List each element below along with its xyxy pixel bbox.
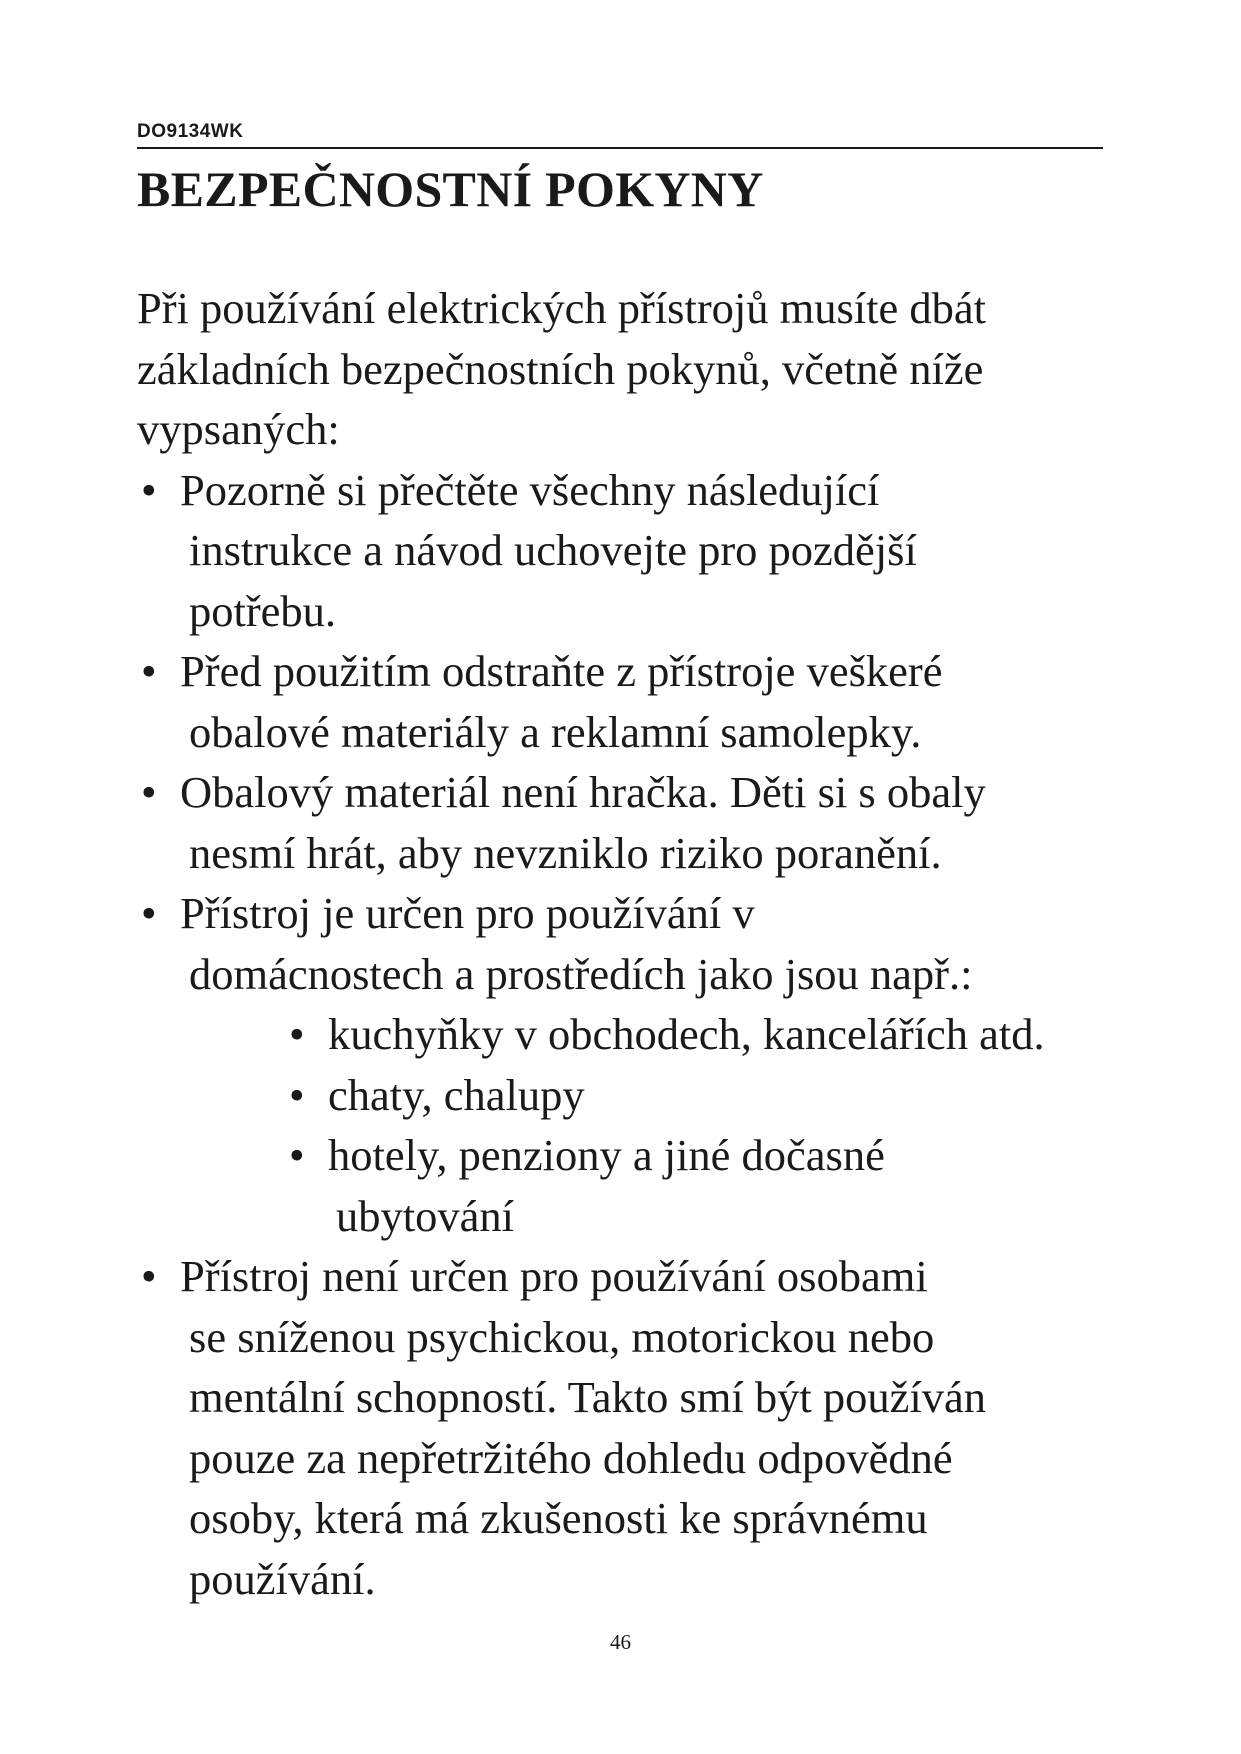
bullet-icon: • (141, 464, 157, 515)
sub-list-item (285, 1125, 1127, 1246)
item-line: mentální schopností. Takto smí být používán (189, 1372, 986, 1422)
bullet-icon: • (141, 1251, 157, 1301)
bullet-icon: • (141, 888, 157, 938)
item-line: Pozorně si přečtěte všechny následující (180, 464, 880, 515)
item-line: obalové materiály a reklamní samolepky. (189, 706, 922, 757)
sub-item-line: ubytování (336, 1190, 514, 1241)
list-item (137, 460, 1127, 642)
item-line: Před použitím odstraňte z přístroje veškeré (180, 646, 943, 696)
intro-line: Při používání elektrických přístrojů musíte dbát (137, 283, 987, 333)
page-title: BEZPEČNOSTNÍ POKYNY (137, 161, 764, 217)
model-code: DO9134WK (137, 121, 244, 142)
item-line: pouze za nepřetržitého dohledu odpovědné (189, 1432, 953, 1483)
list-item (137, 641, 1127, 762)
list-item (137, 762, 1127, 883)
bullet-icon: • (289, 1069, 305, 1120)
sub-list-item (285, 1065, 1127, 1126)
sub-list (180, 1004, 1127, 1246)
bullet-icon: • (289, 1130, 305, 1180)
sub-item-line: chaty, chalupy (328, 1069, 585, 1120)
list-item (137, 1246, 1127, 1609)
item-line: osoby, která má zkušenosti ke správnému (189, 1493, 928, 1543)
item-line: Přístroj není určen pro používání osobami (180, 1251, 928, 1301)
item-line: potřebu. (189, 585, 337, 636)
item-line: nesmí hrát, aby nevzniklo riziko poranění. (189, 827, 942, 878)
intro-line: základních bezpečnostních pokynů, včetně níže (137, 343, 984, 394)
bullet-icon: • (141, 646, 157, 696)
safety-instructions (137, 278, 1127, 1609)
item-line: domácnostech a prostředích jako jsou např.: (189, 948, 973, 999)
intro-paragraph (137, 278, 1127, 460)
bullet-icon: • (141, 767, 157, 817)
page-number: 46 (610, 1630, 631, 1654)
sub-item-line: kuchyňky v obchodech, kancelářích atd. (328, 1009, 1045, 1059)
header-divider (137, 147, 1103, 149)
list-item (137, 883, 1127, 1246)
sub-item-line: hotely, penziony a jiné dočasné (328, 1130, 885, 1180)
item-line: instrukce a návod uchovejte pro pozdější (189, 525, 917, 575)
sub-list-item (285, 1004, 1127, 1065)
instruction-list (137, 460, 1127, 1610)
bullet-icon: • (289, 1009, 305, 1059)
item-line: se sníženou psychickou, motorickou nebo (189, 1311, 935, 1362)
item-line: Přístroj je určen pro používání v (180, 888, 755, 938)
intro-line: vypsaných: (137, 404, 340, 454)
item-line: Obalový materiál není hračka. Děti si s obaly (180, 767, 986, 817)
item-line: používání. (189, 1553, 376, 1604)
